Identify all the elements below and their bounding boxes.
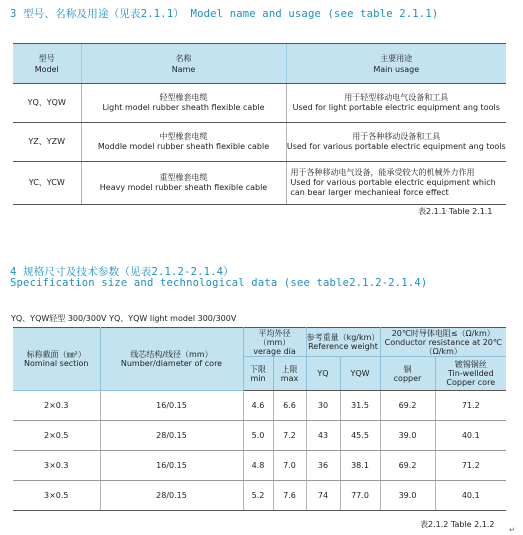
cell-core: 16/0.15: [100, 391, 243, 421]
cell-yqw: 38.1: [340, 451, 380, 481]
return-mark-icon: ↵: [509, 526, 515, 534]
cell-usage: 用于各种移动设备和工具 Used for various portable electric equipment ang tools: [286, 123, 506, 162]
section-4-heading-en: Specification size and technological data (see table2.1.2-2.1.4): [10, 277, 428, 289]
cell-min: 5.2: [243, 481, 273, 511]
cell-yq: 74: [306, 481, 340, 511]
table-caption: 表2.1.2 Table 2.1.2: [420, 520, 495, 529]
cell-core: 28/0.15: [100, 421, 243, 451]
table-row: [13, 123, 506, 162]
cell-usage: 用于各种移动电气设备，能承受较大的机械外力作用 Used for various portable electric equipment which can bear larger mechanieal force effect: [286, 162, 506, 205]
cell-yqw: 31.5: [340, 391, 380, 421]
header-conductor-resistance: 20℃时导体电阻≤（Ω/km） Conductor resistance at 20℃ （Ω/km）: [380, 328, 506, 357]
cell-section: 3×0.3: [13, 451, 100, 481]
cell-max: 7.6: [273, 481, 306, 511]
section-4-heading: 4 规格尺寸及技术参数（见表2.1.2-2.1.4）: [10, 266, 234, 278]
cell-yqw: 77.0: [340, 481, 380, 511]
header-name: 名称 Name: [81, 44, 286, 84]
specification-table: [13, 327, 506, 511]
cell-name: 轻型橡套电缆 Light model rubber sheath flexible cable: [81, 84, 286, 123]
table-row: [13, 84, 506, 123]
table-row: [13, 162, 506, 205]
cell-model: YC、YCW: [13, 162, 81, 205]
cell-tin: 71.2: [435, 391, 506, 421]
header-nominal-section: 标称截面（㎜²） Nominal section: [13, 328, 100, 391]
header-model: 型号 Model: [13, 44, 81, 84]
cell-model: YQ、YQW: [13, 84, 81, 123]
header-yq: YQ: [306, 357, 340, 391]
cell-max: 7.0: [273, 451, 306, 481]
cell-usage: 用于轻型移动电气设备和工具 Used for light portable electric equipment ang tools: [286, 84, 506, 123]
cell-section: 3×0.5: [13, 481, 100, 511]
cell-min: 4.8: [243, 451, 273, 481]
header-min: 下限 min: [243, 357, 273, 391]
header-copper: 铜 copper: [380, 357, 435, 391]
cell-min: 4.6: [243, 391, 273, 421]
cell-core: 16/0.15: [100, 451, 243, 481]
cell-section: 2×0.5: [13, 421, 100, 451]
table-row: [13, 421, 506, 451]
table-row: [13, 451, 506, 481]
section-3-heading: 3 型号、名称及用途（见表2.1.1） Model name and usage (see table 2.1.1): [10, 8, 439, 20]
table-row: [13, 391, 506, 421]
header-usage: 主要用途 Main usage: [286, 44, 506, 84]
model-usage-table: [13, 43, 506, 205]
cell-copper: 39.0: [380, 481, 435, 511]
table-caption: 表2.1.1 Table 2.1.1: [418, 207, 493, 216]
cell-yq: 43: [306, 421, 340, 451]
cell-core: 28/0.15: [100, 481, 243, 511]
cell-tin: 71.2: [435, 451, 506, 481]
header-yqw: YQW: [340, 357, 380, 391]
header-tin-copper: 镀锡铜丝 Tin-wellded Copper core: [435, 357, 506, 391]
cell-tin: 40.1: [435, 481, 506, 511]
cell-copper: 69.2: [380, 451, 435, 481]
cell-name: 中型橡套电缆 Moddle model rubber sheath flexible cable: [81, 123, 286, 162]
cell-yq: 36: [306, 451, 340, 481]
cell-model: YZ、YZW: [13, 123, 81, 162]
cell-yq: 30: [306, 391, 340, 421]
cell-section: 2×0.3: [13, 391, 100, 421]
cell-yqw: 45.5: [340, 421, 380, 451]
cell-tin: 40.1: [435, 421, 506, 451]
table-header-row: [13, 328, 506, 357]
header-max: 上限 max: [273, 357, 306, 391]
table-row: [13, 481, 506, 511]
header-reference-weight: 参考重量（kg/km） Reference weight: [306, 328, 380, 357]
cell-max: 7.2: [273, 421, 306, 451]
cell-copper: 39.0: [380, 421, 435, 451]
cell-min: 5.0: [243, 421, 273, 451]
header-outer-diameter: 平均外径（mm） verage dia: [243, 328, 306, 357]
table-header-row: [13, 44, 506, 84]
header-core: 线芯结构/线径（mm） Number/diameter of core: [100, 328, 243, 391]
table-subtitle: YQ、YQW轻型 300/300V YQ、YQW light model 300/300V: [11, 314, 237, 323]
cell-copper: 69.2: [380, 391, 435, 421]
cell-max: 6.6: [273, 391, 306, 421]
cell-name: 重型橡套电缆 Heavy model rubber sheath flexible cable: [81, 162, 286, 205]
